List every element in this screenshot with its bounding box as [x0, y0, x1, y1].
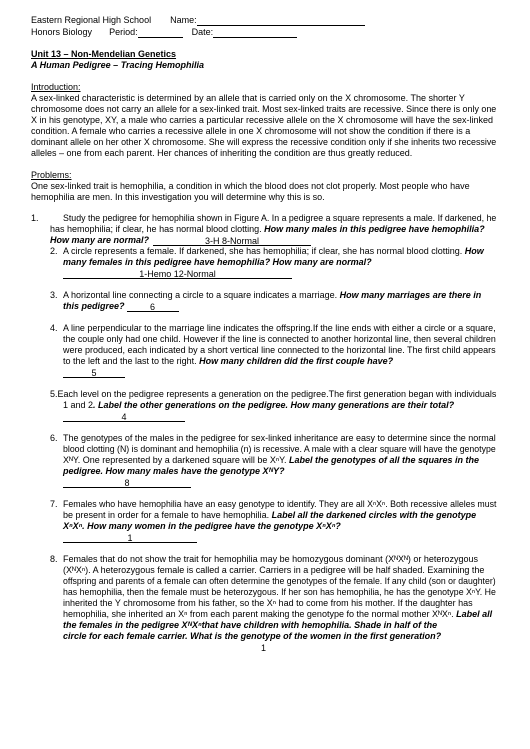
q7-answer-line [63, 532, 197, 543]
question-number: 2. [50, 246, 58, 256]
intro-line: A sex-linked characteristic is determined by an allele that is carried only on the X chromosome. The shorter Y [31, 93, 465, 103]
q8-line: circle for each female carrier. What is the genotype of the women in the first generation? [63, 631, 442, 641]
q6-line: pedigree. How many males have the genotype XᴺY? [63, 466, 285, 476]
q3-answer[interactable]: 6 [127, 302, 179, 312]
q8-line: hemophilia, she inherited an Xⁿ from each parent making the genotype fo the normal mother XᴺXⁿ. Label all [63, 609, 493, 619]
q1-line: How many are normal? 3-H 8-Normal [50, 235, 311, 246]
name-field[interactable] [197, 16, 365, 26]
intro-line: dominant allele on her other X chromosome. She will express the recessive condition only if she inherits two recessive [31, 137, 497, 147]
date-label: Date: [191, 27, 214, 37]
date-field[interactable] [213, 28, 297, 38]
q1-answer[interactable]: 3-H 8-Normal [153, 236, 311, 246]
q8-line: (XᴺXⁿ). A heterozygous female is called a carrier. Carriers in a pedigree will be half shaded. Examining the [63, 565, 485, 575]
q7-answer[interactable]: 1 [63, 533, 197, 543]
q2-answer-line [63, 268, 292, 279]
question-number: 4. [50, 323, 58, 333]
q2-line: A circle represents a female. If darkened, she has hemophilia; if clear, she has normal blood clotting. How [63, 246, 484, 256]
q6-line: blood clotting (N) is dominant and hemophilia (n) is recessive. A male with a clear square will have the genotype [63, 444, 496, 454]
intro-line: alleles – one from each parent. Her chances of inheriting the condition are thus greatly reduced. [31, 148, 413, 158]
q8-line: inherited the Y chromosome from his father, so the Xⁿ had to come from his mother. If the daughter has [63, 598, 473, 608]
question-number: 8. [50, 554, 58, 564]
intro-line: X in his genotype, XY, a male who carries a particular recessive allele on the X chromosome will have the sex-linked [31, 115, 494, 125]
q5-answer-line [63, 411, 185, 422]
q6-line: The genotypes of the males in the pedigree for sex-linked inheritance are easy to determine since the normal [63, 433, 496, 443]
name-label: Name: [170, 15, 197, 25]
q2-answer[interactable]: 1-Hemo 12-Normal [63, 269, 292, 279]
q5-answer[interactable]: 4 [63, 412, 185, 422]
question-number: 7. [50, 499, 58, 509]
q8-line: offspring and parents of a female can often determine the genotypes of the female. If any child (son or daughter) [63, 576, 496, 586]
q8-line: the females in the pedigree XᴺXⁿthat have children with hemophilia. Shade in half of the [63, 620, 438, 630]
problems-line: One sex-linked trait is hemophilia, a condition in which the blood does not clot properly. Most people who have [31, 181, 470, 191]
subtitle: A Human Pedigree – Tracing Hemophilia [31, 60, 205, 70]
q7-line: XⁿXⁿ. How many women in the pedigree have the genotype XⁿXⁿ? [63, 521, 341, 531]
unit-title: Unit 13 – Non-Mendelian Genetics [31, 49, 177, 59]
header-line-1 [31, 15, 365, 26]
q4-line: were produced, each indicated by a short vertical line connected to the horizontal line. The first child appears [63, 345, 496, 355]
q1-line: has hemophilia; if clear, he has normal blood clotting. How many males in this pedigree have hemophilia? [50, 224, 485, 234]
intro-line: condition. A female who carries a recessive allele in one X chromosome will not show the condition if there is a [31, 126, 471, 136]
q5-line: 5.Each level on the pedigree represents a generation on the pedigree.The first generation began with individuals [50, 389, 497, 399]
page-number: 1 [261, 643, 267, 653]
problems-line: hemophilia are men. In this investigation you will determine why this is so. [31, 192, 325, 202]
school-name: Eastern Regional High School [31, 15, 152, 25]
problems-heading: Problems: [31, 170, 72, 180]
q5-line: 1 and 2. Label the other generations on the pedigree. How many generations are their total? [63, 400, 455, 410]
q4-line: to the left and the last to the right. How many children did the first couple have? [63, 356, 394, 366]
q7-line: Females who have hemophilia have an easy genotype to identify. They are all XⁿXⁿ. Both recessive alleles must [63, 499, 497, 509]
course-name: Honors Biology [31, 27, 93, 37]
question-number: 6. [50, 433, 58, 443]
q6-answer[interactable]: 8 [63, 478, 191, 488]
q4-answer-line [63, 367, 125, 378]
period-label: Period: [109, 27, 138, 37]
q2-line: many females in this pedigree have hemophilia? How many are normal? [63, 257, 372, 267]
q8-line: has hemophilia, then the female must be heterozygous. If her son has hemophilia, he has the genotype XⁿY. He [63, 587, 496, 597]
q3-line: A horizontal line connecting a circle to a square indicates a marriage. How many marriages are there in [63, 290, 482, 300]
intro-heading: Introduction: [31, 82, 81, 92]
q6-line: XᴺY. One represented by a darkened square will be XⁿY. Label the genotypes of all the squares in the [63, 455, 480, 465]
q4-line: A line perpendicular to the marriage line indicates the offspring.If the line ends with either a circle or a square, [63, 323, 496, 333]
q8-line: Females that do not show the trait for hemophilia may be homozygous dominant (XᴺXᴺ) or heterozygous [63, 554, 478, 564]
question-number: 3. [50, 290, 58, 300]
q7-line: be present in order for a female to have hemophilia. Label all the darkened circles with the genotype [63, 510, 477, 520]
q1-line: Study the pedigree for hemophilia shown in Figure A. In a pedigree a square represents a male. If darkened, he [63, 213, 497, 223]
period-field[interactable] [138, 28, 183, 38]
question-number: 1. [31, 213, 39, 223]
q3-line: this pedigree? 6 [63, 301, 179, 312]
header-line-2 [31, 27, 297, 38]
q6-answer-line [63, 477, 191, 488]
q4-line: the couple only had one child. However if the line is connected to another horizontal line, then several children [63, 334, 496, 344]
q4-answer[interactable]: 5 [63, 368, 125, 378]
intro-line: chromosome does not carry an allele for a sex-linked trait. Most sex-linked traits are recessive. Since there is only one [31, 104, 497, 114]
